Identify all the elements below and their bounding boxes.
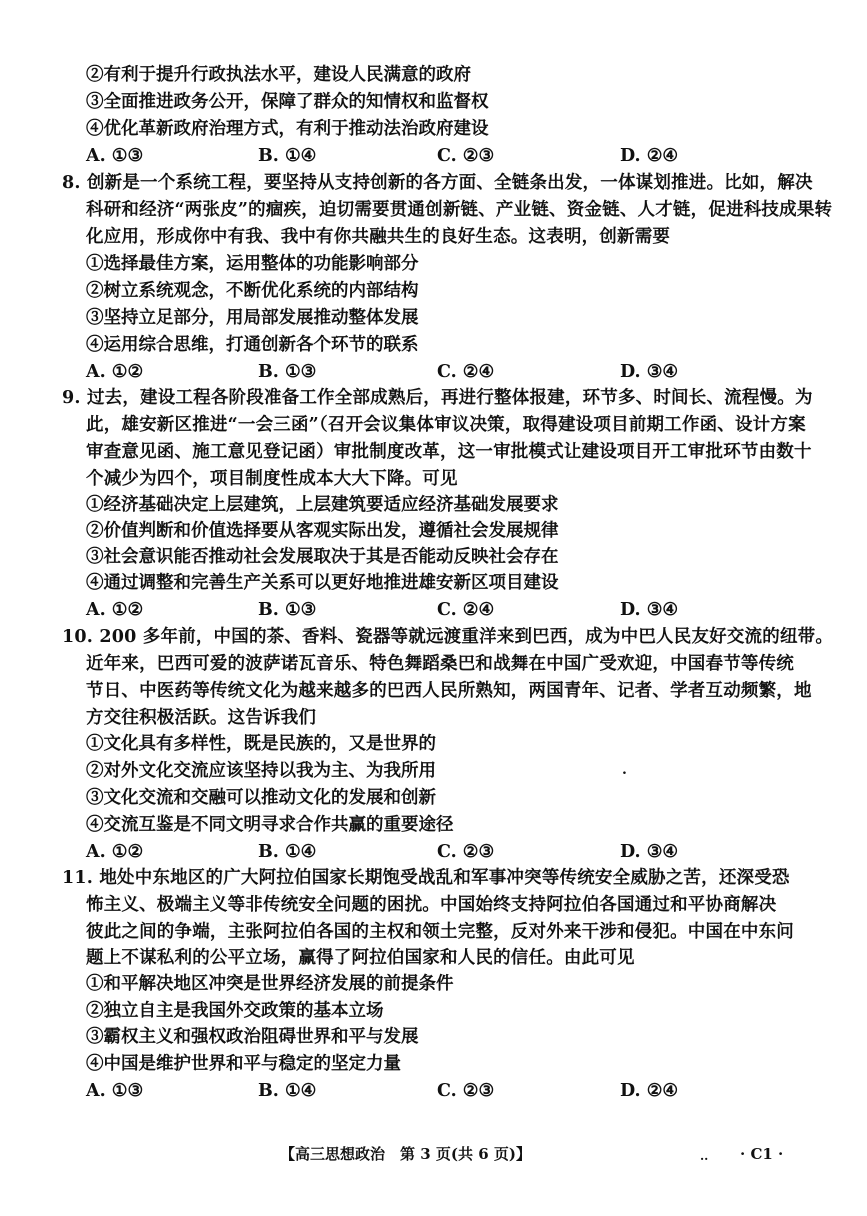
q7-option-b: B. ①④: [258, 146, 317, 166]
q11-stem-line: 11. 地处中东地区的广大阿拉伯国家长期饱受战乱和军事冲突等传统安全威胁之苦，还深受恐: [62, 868, 790, 888]
q9-option-a: A. ①②: [86, 600, 144, 620]
q11-item-3: ③霸权主义和强权政治阻碍世界和平与发展: [86, 1027, 419, 1047]
q11-option-c: C. ②③: [437, 1081, 495, 1101]
q8-item-2: ②树立系统观念，不断优化系统的内部结构: [86, 281, 419, 301]
q11-item-1: ①和平解决地区冲突是世界经济发展的前提条件: [86, 974, 454, 994]
q10-item-4: ④交流互鉴是不同文明寻求合作共赢的重要途径: [86, 815, 454, 835]
q10-option-a: A. ①②: [86, 842, 144, 862]
q11-stem-line: 怖主义、极端主义等非传统安全问题的困扰。中国始终支持阿拉伯各国通过和平协商解决: [86, 895, 777, 915]
q10-stem-line: 近年来，巴西可爱的波萨诺瓦音乐、特色舞蹈桑巴和战舞在中国广受欢迎，中国春节等传统: [86, 654, 794, 674]
q9-option-b: B. ①③: [258, 600, 317, 620]
q9-item-1: ①经济基础决定上层建筑，上层建筑要适应经济基础发展要求: [86, 495, 559, 515]
q10-option-d: D. ③④: [620, 842, 679, 862]
q10-option-c: C. ②③: [437, 842, 495, 862]
q8-item-1: ①选择最佳方案，运用整体的功能影响部分: [86, 254, 419, 274]
q11-item-2: ②独立自主是我国外交政策的基本立场: [86, 1001, 384, 1021]
q9-item-3: ③社会意识能否推动社会发展取决于其是否能动反映社会存在: [86, 547, 559, 567]
q9-stem-line: 个减少为四个，项目制度性成本大大下降。可见: [86, 469, 458, 489]
q9-option-d: D. ③④: [620, 600, 679, 620]
q10-item-2: ②对外文化交流应该坚持以我为主、为我所用: [86, 761, 436, 781]
q8-option-b: B. ①③: [258, 362, 317, 382]
q10-option-b: B. ①④: [258, 842, 317, 862]
q11-option-d: D. ②④: [620, 1081, 679, 1101]
q9-item-4: ④通过调整和完善生产关系可以更好地推进雄安新区项目建设: [86, 573, 559, 593]
q9-stem-line: 审查意见函、施工意见登记函）审批制度改革，这一审批模式让建设项目开工审批环节由数十: [86, 442, 812, 462]
footer-dots: ..: [700, 1149, 709, 1163]
q11-stem-line: 题上不谋私利的公平立场，赢得了阿拉伯国家和人民的信任。由此可见: [86, 948, 635, 968]
q10-stem-line: 方交往积极活跃。这告诉我们: [86, 708, 317, 728]
q11-option-a: A. ①③: [86, 1081, 144, 1101]
q9-stem-line: 此，雄安新区推进“一会三函”（召开会议集体审议决策，取得建设项目前期工作函、设计方案: [86, 415, 806, 435]
q10-item-1: ①文化具有多样性，既是民族的，又是世界的: [86, 734, 436, 754]
q8-stem-line: 化应用，形成你中有我、我中有你共融共生的良好生态。这表明，创新需要: [86, 227, 671, 247]
q9-item-2: ②价值判断和价值选择要从客观实际出发，遵循社会发展规律: [86, 521, 559, 541]
q7-option-d: D. ②④: [620, 146, 679, 166]
q10-stem-line: 节日、中医药等传统文化为越来越多的巴西人民所熟知，两国青年、记者、学者互动频繁，地: [86, 681, 812, 701]
footer-code: · C1 ·: [740, 1145, 784, 1163]
q7-option-c: C. ②③: [437, 146, 495, 166]
q8-option-d: D. ③④: [620, 362, 679, 382]
q7-item-4: ④优化革新政府治理方式，有利于推动法治政府建设: [86, 119, 489, 139]
q9-stem-line: 9. 过去，建设工程各阶段准备工作全部成熟后，再进行整体报建，环节多、时间长、流程慢。为: [62, 388, 813, 408]
q8-option-c: C. ②④: [437, 362, 495, 382]
q11-item-4: ④中国是维护世界和平与稳定的坚定力量: [86, 1054, 401, 1074]
q7-option-a: A. ①③: [86, 146, 144, 166]
q8-option-a: A. ①②: [86, 362, 144, 382]
q8-item-3: ③坚持立足部分，用局部发展推动整体发展: [86, 308, 419, 328]
footer-title: 【高三思想政治 第 3 页(共 6 页)】: [280, 1145, 531, 1163]
q8-item-4: ④运用综合思维，打通创新各个环节的联系: [86, 335, 419, 355]
q10-stem-line: 10. 200 多年前，中国的茶、香料、瓷器等就远渡重洋来到巴西，成为中巴人民友好交流的纽带。: [62, 627, 834, 647]
q11-option-b: B. ①④: [258, 1081, 317, 1101]
stray-mark: .: [622, 762, 627, 778]
q7-item-3: ③全面推进政务公开，保障了群众的知情权和监督权: [86, 92, 489, 112]
q11-stem-line: 彼此之间的争端，主张阿拉伯各国的主权和领土完整，反对外来干涉和侵犯。中国在中东问: [86, 922, 794, 942]
q10-item-3: ③文化交流和交融可以推动文化的发展和创新: [86, 788, 436, 808]
q7-item-2: ②有利于提升行政执法水平，建设人民满意的政府: [86, 65, 471, 85]
q8-stem-line: 8. 创新是一个系统工程，要坚持从支持创新的各方面、全链条出发，一体谋划推进。比如，解决: [62, 173, 813, 193]
q8-stem-line: 科研和经济“两张皮”的痼疾，迫切需要贯通创新链、产业链、资金链、人才链，促进科技成果转: [86, 200, 833, 220]
q9-option-c: C. ②④: [437, 600, 495, 620]
